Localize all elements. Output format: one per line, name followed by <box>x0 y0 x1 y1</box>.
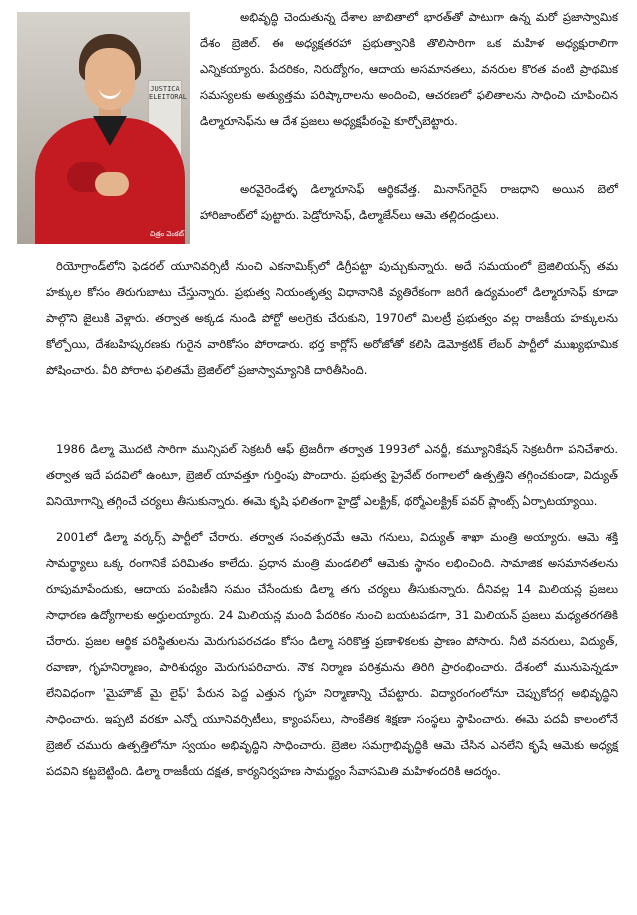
birth-paragraph: అరవైరెండేళ్ళ డిల్మారూసెఫ్ ఆర్థికవేత్త. మినాస్‌గెరైస్ రాజధాని అయిన బెలో హారిజాంట్‌లో పుట్టారు. పెడ్రోరూసెఫ్, డిల్మాజేన్‌లు ఆమె తల్లిదండ్రులు. <box>200 182 618 222</box>
photo-credit: చిత్రం వెంకట్ <box>149 230 184 238</box>
portrait-photo <box>17 12 190 244</box>
intro-paragraph: అభివృద్ధి చెందుతున్న దేశాల జాబితాలో భారత్‌తో పాటుగా ఉన్న మరో ప్రజాస్వామిక దేశం బ్రెజిల్. ఈ అధ్యక్షతరహా ప్రభుత్వానికి తొలిసారిగా ఒక మహిళ అధ్యక్షురాలిగా ఎన్నికయ్యారు. పేదరికం, నిరుద్యోగం, ఆదాయ అసమానతలు, వనరుల కొరత వంటి ప్రాథమిక సమస్యలకు అత్యుత్తమ పరిష్కారాలను అందించి, ఆచరణలో ఫలితాలను సాధించి చూపించిన డిల్మారూసెఫ్‌ను ఆ దేశ ప్రజలు అధ్యక్షపీఠంపై కూర్చోబెట్టారు. <box>200 10 618 128</box>
thumbs-up-hand <box>95 172 129 196</box>
career-1986-paragraph: 1986 డిల్మా మొదటి సారిగా మున్సిపల్ సెక్రటరీ ఆఫ్ ట్రెజరీగా తర్వాత 1993లో ఎనర్జీ, కమ్యూనికేషన్ సెక్రటరీగా పనిచేశారు. తర్వాత ఇదే పదవిలో ఉంటూ, బ్రెజిల్ యావత్తూ గుర్తింపు పొందారు. ప్రభుత్వ ప్రైవేట్ రంగాలలో ఉత్పత్తిని తగ్గించకుండా, విద్యుత్ వినియోగాన్ని తగ్గించే చర్యలు తీసుకున్నారు. ఈమె కృషి ఫలితంగా హైడ్రో ఎలక్ట్రిక్, థర్మోఎలక్ట్రిక్ పవర్ ప్లాంట్స్ ఏర్పాటయ్యాయి. <box>46 442 618 508</box>
education-paragraph: రియోగ్రాండ్‌లోని ఫెడరల్ యూనివర్సిటీ నుంచి ఎకనామిక్స్‌లో డిగ్రీపట్టా పుచ్చుకున్నారు. అదే సమయంలో బ్రెజిలియన్స్ తమ హక్కుల కోసం తిరుగుబాటు చేస్తున్నారు. ప్రభుత్వ నియంతృత్వ విధానానికి వ్యతిరేకంగా జరిగే ఉద్యమంలో డిల్మారూసెఫ్ కూడా పాల్గొని జైలుకి వెళ్లారు. తర్వాత అక్కడ నుండి పోర్టో అలగ్రెకు చేరుకుని, 1970లో మిలట్రీ ప్రభుత్వం వల్ల రాజకీయ హక్కులను కోల్పోయి, దేశబహిష్కరణకు గురైన వారికోసం పోరాడారు. భర్త కార్లోస్ అరోజోతో కలిసి డెమోక్రటిక్ లేబర్ పార్టీలో ముఖ్యభూమిక పోషించారు. వీరి పోరాట ఫలితమే బ్రెజిల్‌లో ప్రజాస్వామ్యానికి దారితీసింది. <box>46 259 618 377</box>
sign-text: JUSTICA ELEITORAL <box>149 85 187 101</box>
career-2001-paragraph: 2001లో డిల్మా వర్కర్స్ పార్టీలో చేరారు. తర్వాత సంవత్సరమే ఆమె గనులు, విద్యుత్ శాఖా మంత్రి అయ్యారు. ఆమె శక్తి సామర్థ్యాలు ఒక్క రంగానికే పరిమితం కాలేదు. ప్రధాన మంత్రి మండలిలో ఆమెకు స్థానం లభించింది. సామాజిక అసమానతలను రూపుమాపేందుకు, ఆదాయ పంపిణీని సమం చేసేందుకు డిల్మా తగు చర్యలు తీసుకున్నారు. దీనివల్ల 14 మిలియన్ల ప్రజలు సాధారణ ఉద్యోగాలకు అర్హులయ్యారు. 24 మిలియన్ల మంది పేదరికం నుంచి బయటపడగా, 31 మిలియన్ ప్రజలు మధ్యతరగతికి చేరారు. ప్రజల ఆర్థిక పరిస్థితులను మెరుగుపరచడం కోసం డిల్మా సరికొత్త ప్రణాళికలకు ప్రాణం పోసారు. నీటి వనరులు, విద్యుత్, రవాణా, గృహనిర్మాణం, పారిశుధ్యం మెరుగుపరిచారు. నౌక నిర్మాణ పరిశ్రమను తిరిగి ప్రారంభించారు. దేశంలో మునుపెన్నడూ లేనివిధంగా 'మైహౌజ్ మై లైఫ్' పేరున పెద్ద ఎత్తున గృహ నిర్మాణాన్ని చేపట్టారు. విద్యారంగంలోనూ చెప్పుకోదగ్గ అభివృద్ధిని సాధించారు. ఇప్పటి వరకూ ఎన్నో యూనివర్సిటీలు, క్యాంపస్‌లు, సాంకేతిక శిక్షణా సంస్థలు స్థాపించారు. ఈమె పదవీ కాలంలోనే బ్రెజిల్ చమురు ఉత్పత్తిలోనూ స్వయం అభివృద్ధిని సాధించారు. బ్రెజిల సమగ్రాభివృద్ధికి ఆమె చేసిన ఎనలేని కృషే ఆమెకు అధ్యక్ష పదవిని కట్టబెట్టింది. డిల్మా రాజకీయ దక్షత, కార్యనిర్వహణ సామర్థ్యం సేవాసమితి మహిళందరికి ఆదర్శం. <box>46 530 618 778</box>
face <box>85 48 135 110</box>
